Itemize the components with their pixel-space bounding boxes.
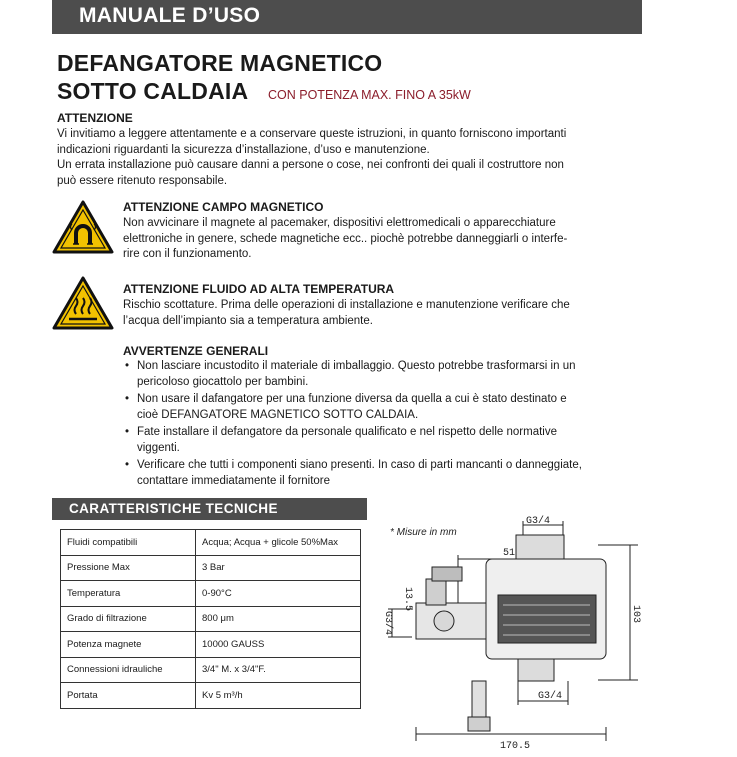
table-row	[61, 632, 361, 658]
attenzione-heading: ATTENZIONE	[57, 111, 133, 125]
list-item	[122, 359, 622, 390]
list-item-line: contattare immediatamente il fornitore	[137, 474, 331, 487]
specs-table	[60, 529, 361, 709]
table-row	[61, 581, 361, 607]
dim-top-thread: G3/4	[526, 516, 551, 527]
drawing-note: * Misure in mm	[390, 527, 457, 538]
dim-103: 103	[630, 605, 641, 624]
spec-label: Temperatura	[61, 581, 196, 607]
attenzione-line: indicazioni riguardanti la sicurezza d’installazione, d’uso e manutenzione.	[57, 143, 430, 156]
table-row	[61, 657, 361, 683]
magnetic-warning-text	[123, 216, 567, 263]
spec-label: Fluidi compatibili	[61, 530, 196, 556]
attenzione-text	[57, 127, 566, 189]
header-title: MANUALE D’USO	[79, 4, 261, 27]
list-item-line: cioè DEFANGATORE MAGNETICO SOTTO CALDAIA.	[137, 408, 419, 421]
table-row	[61, 606, 361, 632]
dim-13-5: 13.5	[402, 587, 413, 612]
list-item	[122, 458, 622, 489]
list-item-line: Verificare che tutti i componenti siano presenti. In caso di parti mancanti o danneggiate,	[137, 459, 582, 471]
spec-value: 3 Bar	[196, 555, 361, 581]
product-subtitle: CON POTENZA MAX. FINO A 35kW	[268, 88, 471, 102]
hot-warning-line: l’acqua dell’impianto sia a temperatura ambiente.	[123, 314, 373, 327]
list-item-line: viggenti.	[137, 441, 180, 454]
spec-label: Grado di filtrazione	[61, 606, 196, 632]
product-title-line2: SOTTO CALDAIA	[57, 78, 249, 104]
bullet-icon: •	[125, 393, 130, 405]
attenzione-line: Un errata installazione può causare danni a persone o cose, nei confronti dei quali il costruttore non	[57, 159, 564, 171]
spec-value: 3/4" M. x 3/4"F.	[196, 657, 361, 683]
magnet-warning-icon	[52, 200, 114, 254]
spec-label: Portata	[61, 683, 196, 709]
hot-surface-warning-icon	[52, 276, 114, 330]
hot-warning-text	[123, 298, 570, 329]
dim-left-thread: G3/4	[382, 611, 393, 636]
magnetic-warning-line: rire con il funzionamento.	[123, 248, 252, 260]
table-row	[61, 555, 361, 581]
technical-drawing	[368, 505, 658, 755]
avvertenze-heading: AVVERTENZE GENERALI	[123, 344, 269, 358]
spec-value: 800 μm	[196, 606, 361, 632]
bullet-icon: •	[125, 360, 130, 372]
magnetic-warning-line: elettroniche in genere, schede magnetiche ecc.. piochè potrebbe danneggiarli o interfe-	[123, 232, 568, 245]
header-bar	[52, 0, 642, 34]
dim-170-5: 170.5	[500, 741, 531, 752]
spec-label: Pressione Max	[61, 555, 196, 581]
spec-value: 0-90°C	[196, 581, 361, 607]
spec-label: Connessioni idrauliche	[61, 657, 196, 683]
list-item-line: pericoloso giocattolo per bambini.	[137, 375, 309, 388]
list-item	[122, 392, 622, 423]
spec-value: Acqua; Acqua + glicole 50%Max	[196, 530, 361, 556]
bullet-icon: •	[125, 426, 130, 438]
spec-value: Kv 5 m³/h	[196, 683, 361, 709]
dim-51: 51	[503, 548, 516, 559]
list-item-line: Non usare il dafangatore per una funzione diversa da quella a cui è stato destinato e	[137, 393, 567, 405]
magnetic-warning-line: Non avvicinare il magnete al pacemaker, dispositivi elettromedicali o apparecchiature	[123, 217, 556, 229]
spec-value: 10000 GAUSS	[196, 632, 361, 658]
dim-bottom-thread: G3/4	[538, 691, 563, 702]
hot-warning-line: Rischio scottature. Prima delle operazioni di installazione e manutenzione verificare che	[123, 299, 570, 311]
avvertenze-list	[122, 359, 622, 491]
attenzione-line: può essere ritenuto responsabile.	[57, 174, 228, 187]
list-item-line: Non lasciare incustodito il materiale di imballaggio. Questo potrebbe trasformarsi in un	[137, 360, 576, 372]
attenzione-line: Vi invitiamo a leggere attentamente e a conservare queste istruzioni, in quanto forniscono importanti	[57, 128, 567, 140]
list-item	[122, 425, 622, 456]
table-row	[61, 530, 361, 556]
table-row	[61, 683, 361, 709]
spec-label: Potenza magnete	[61, 632, 196, 658]
specs-heading: CARATTERISTICHE TECNICHE	[69, 501, 278, 516]
list-item-line: Fate installare il defangatore da personale qualificato e nel rispetto delle normative	[137, 426, 558, 438]
magnetic-warning-heading: ATTENZIONE CAMPO MAGNETICO	[123, 200, 324, 214]
bullet-icon: •	[125, 459, 130, 471]
hot-warning-heading: ATTENZIONE FLUIDO AD ALTA TEMPERATURA	[123, 282, 395, 296]
specs-header-bar	[52, 498, 367, 520]
product-title-line1: DEFANGATORE MAGNETICO	[57, 50, 383, 76]
